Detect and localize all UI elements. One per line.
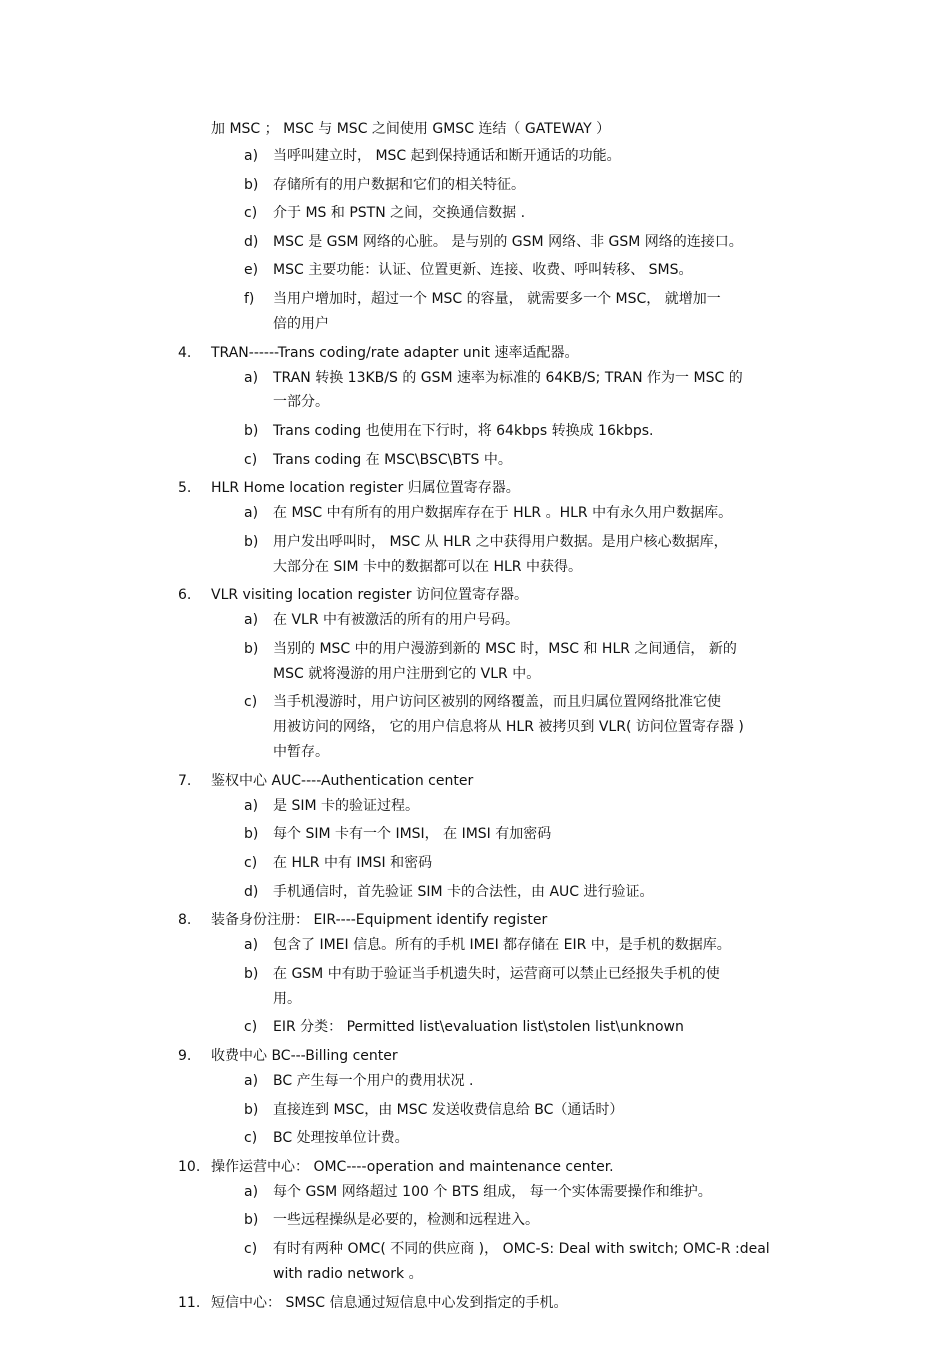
item-label: c): [244, 855, 258, 871]
item-text: MSC 就将漫游的用户注册到它的 VLR 中。: [273, 666, 541, 682]
item-label: a): [244, 798, 259, 814]
section-title: VLR visiting location register 访问位置寄存器。: [211, 587, 528, 603]
item-text: 是 SIM 卡的验证过程。: [273, 798, 419, 814]
item-text: TRAN 转换 13KB/S 的 GSM 速率为标准的 64KB/S; TRAN 作为一 MSC 的: [273, 370, 743, 386]
item-label: e): [244, 262, 259, 278]
section-title: 鉴权中心 AUC----Authentication center: [211, 773, 474, 789]
item-text: 每个 SIM 卡有一个 IMSI， 在 IMSI 有加密码: [273, 826, 552, 842]
intro-line: 加 MSC ； MSC 与 MSC 之间使用 GMSC 连结（ GATEWAY ）: [211, 121, 611, 137]
item-text: 直接连到 MSC，由 MSC 发送收费信息给 BC（通话时）: [273, 1102, 624, 1118]
section-number: 9.: [178, 1048, 192, 1064]
item-label: c): [244, 205, 258, 221]
item-label: d): [244, 234, 259, 250]
item-text: 当别的 MSC 中的用户漫游到新的 MSC 时，MSC 和 HLR 之间通信， 新的: [273, 641, 737, 657]
item-label: a): [244, 612, 259, 628]
item-label: a): [244, 1184, 259, 1200]
item-label: c): [244, 694, 258, 710]
item-text: 用户发出呼叫时， MSC 从 HLR 之中获得用户数据。是用户核心数据库，: [273, 534, 728, 550]
item-text: 介于 MS 和 PSTN 之间，交换通信数据 .: [273, 205, 526, 221]
item-label: b): [244, 177, 259, 193]
item-text: BC 处理按单位计费。: [273, 1130, 409, 1146]
section-number: 5.: [178, 480, 192, 496]
section-title: 短信中心： SMSC 信息通过短信息中心发到指定的手机。: [211, 1295, 568, 1311]
item-text: 用被访问的网络， 它的用户信息将从 HLR 被拷贝到 VLR( 访问位置寄存器 ): [273, 719, 744, 735]
item-label: a): [244, 937, 259, 953]
item-label: b): [244, 966, 259, 982]
section-title: 收费中心 BC---Billing center: [211, 1048, 398, 1064]
item-label: c): [244, 1241, 258, 1257]
item-text: 存储所有的用户数据和它们的相关特征。: [273, 177, 525, 193]
item-text: 大部分在 SIM 卡中的数据都可以在 HLR 中获得。: [273, 559, 582, 575]
item-text: MSC 是 GSM 网络的心脏。 是与别的 GSM 网络、非 GSM 网络的连接口。: [273, 234, 743, 250]
section-number: 10.: [178, 1159, 201, 1175]
item-label: c): [244, 452, 258, 468]
section-number: 8.: [178, 912, 192, 928]
item-label: b): [244, 1102, 259, 1118]
section-number: 6.: [178, 587, 192, 603]
item-text: EIR 分类： Permitted list\evaluation list\stolen list\unknown: [273, 1019, 684, 1035]
item-label: b): [244, 534, 259, 550]
item-text: with radio network 。: [273, 1266, 423, 1282]
item-label: b): [244, 1212, 259, 1228]
item-label: c): [244, 1019, 258, 1035]
section-title: 操作运营中心： OMC----operation and maintenance center.: [211, 1159, 614, 1175]
item-text: 在 GSM 中有助于验证当手机遗失时，运营商可以禁止已经报失手机的使: [273, 966, 720, 982]
section-number: 4.: [178, 345, 192, 361]
item-text: 中暂存。: [273, 744, 329, 760]
item-label: b): [244, 826, 259, 842]
item-text: Trans coding 也使用在下行时，将 64kbps 转换成 16kbps.: [273, 423, 654, 439]
section-title: HLR Home location register 归属位置寄存器。: [211, 480, 520, 496]
item-text: 用。: [273, 991, 301, 1007]
item-text: 一些远程操纵是必要的，检测和远程进入。: [273, 1212, 539, 1228]
item-label: f): [244, 291, 255, 307]
item-text: 一部分。: [273, 394, 329, 410]
item-label: d): [244, 884, 259, 900]
item-text: 在 HLR 中有 IMSI 和密码: [273, 855, 433, 871]
item-text: 当手机漫游时，用户访问区被别的网络覆盖，而且归属位置网络批准它使: [273, 694, 721, 710]
item-text: 在 MSC 中有所有的用户数据库存在于 HLR 。HLR 中有永久用户数据库。: [273, 505, 733, 521]
item-text: 每个 GSM 网络超过 100 个 BTS 组成， 每一个实体需要操作和维护。: [273, 1184, 712, 1200]
item-text: Trans coding 在 MSC\BSC\BTS 中。: [273, 452, 512, 468]
item-text: MSC 主要功能：认证、位置更新、连接、收费、呼叫转移、 SMS。: [273, 262, 693, 278]
item-label: a): [244, 370, 259, 386]
item-label: b): [244, 641, 259, 657]
item-text: 当用户增加时，超过一个 MSC 的容量， 就需要多一个 MSC， 就增加一: [273, 291, 721, 307]
item-text: BC 产生每一个用户的费用状况 .: [273, 1073, 474, 1089]
section-title: TRAN------Trans coding/rate adapter unit 速率适配器。: [211, 345, 579, 361]
item-text: 包含了 IMEI 信息。所有的手机 IMEI 都存储在 EIR 中，是手机的数据库。: [273, 937, 731, 953]
item-label: a): [244, 505, 259, 521]
item-text: 手机通信时，首先验证 SIM 卡的合法性，由 AUC 进行验证。: [273, 884, 654, 900]
item-text: 有时有两种 OMC( 不同的供应商 )， OMC-S: Deal with switch; OMC-R :deal: [273, 1241, 770, 1257]
item-label: b): [244, 423, 259, 439]
item-label: c): [244, 1130, 258, 1146]
item-text: 倍的用户: [273, 316, 329, 332]
section-number: 11.: [178, 1295, 201, 1311]
item-label: a): [244, 148, 259, 164]
section-number: 7.: [178, 773, 192, 789]
item-text: 当呼叫建立时， MSC 起到保持通话和断开通话的功能。: [273, 148, 621, 164]
item-label: a): [244, 1073, 259, 1089]
item-text: 在 VLR 中有被激活的所有的用户号码。: [273, 612, 520, 628]
section-title: 装备身份注册： EIR----Equipment identify register: [211, 912, 548, 928]
